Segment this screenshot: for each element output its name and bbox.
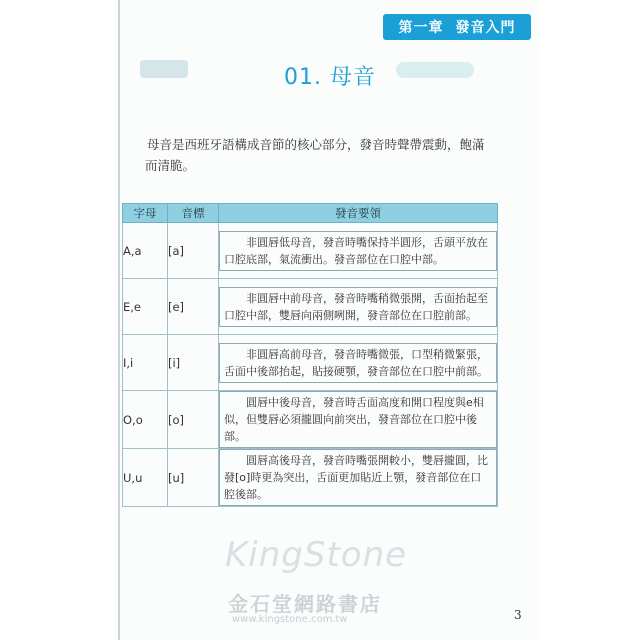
header-description: 發音要領 xyxy=(219,204,498,223)
vowel-table xyxy=(122,203,498,507)
chapter-title: 發音入門 xyxy=(455,20,516,36)
vowel-description: 圓唇高後母音，發音時嘴張開較小，雙唇攏圓，比發[o]時更為突出，舌面更加貼近上顎，發音部位在口腔後部。 xyxy=(219,449,497,506)
vowel-letter: I,i xyxy=(123,335,168,391)
vowel-description: 非圓唇中前母音，發音時嘴稍微張開，舌面抬起至口腔中部，雙唇向兩側咧開，發音部位在口腔前部。 xyxy=(219,287,497,327)
vowel-letter: U,u xyxy=(123,449,168,507)
chapter-label: 第一章 xyxy=(398,20,444,36)
table-row xyxy=(123,391,498,449)
vowel-letter: E,e xyxy=(123,279,168,335)
vowel-description: 非圓唇高前母音，發音時嘴微張，口型稍微緊張，舌面中後部抬起，貼接硬顎，發音部位在口腔中前部。 xyxy=(219,343,497,383)
vowel-ipa: [o] xyxy=(168,391,219,449)
watermark-store: 金石堂網路書店 xyxy=(228,592,382,616)
watermark-url: www.kingstone.com.tw xyxy=(232,614,348,625)
table-row xyxy=(123,449,498,507)
vowel-description: 圓唇中後母音，發音時舌面高度和開口程度與e相似，但雙唇必須攏圓向前突出，發音部位在口腔中後部。 xyxy=(219,391,497,448)
vowel-ipa: [i] xyxy=(168,335,219,391)
vowel-ipa: [u] xyxy=(168,449,219,507)
vowel-ipa: [e] xyxy=(168,279,219,335)
table-header-row xyxy=(123,204,498,223)
section-title: 01. 母音 xyxy=(284,65,376,90)
vowel-letter: A,a xyxy=(123,223,168,279)
table-row xyxy=(123,223,498,279)
vowel-letter: O,o xyxy=(123,391,168,449)
vowel-ipa: [a] xyxy=(168,223,219,279)
vowel-description: 非圓唇低母音，發音時嘴保持半圓形，舌頭平放在口腔底部，氣流衝出。發音部位在口腔中部。 xyxy=(219,231,497,271)
table-row xyxy=(123,279,498,335)
header-ipa: 音標 xyxy=(168,204,219,223)
table-row xyxy=(123,335,498,391)
intro-paragraph: 母音是西班牙語構成音節的核心部分，發音時聲帶震動，飽滿而清脆。 xyxy=(145,137,485,173)
chapter-tab xyxy=(383,14,531,40)
watermark-brand: KingStone xyxy=(225,535,408,575)
page-number: 3 xyxy=(514,608,522,622)
header-letter: 字母 xyxy=(123,204,168,223)
